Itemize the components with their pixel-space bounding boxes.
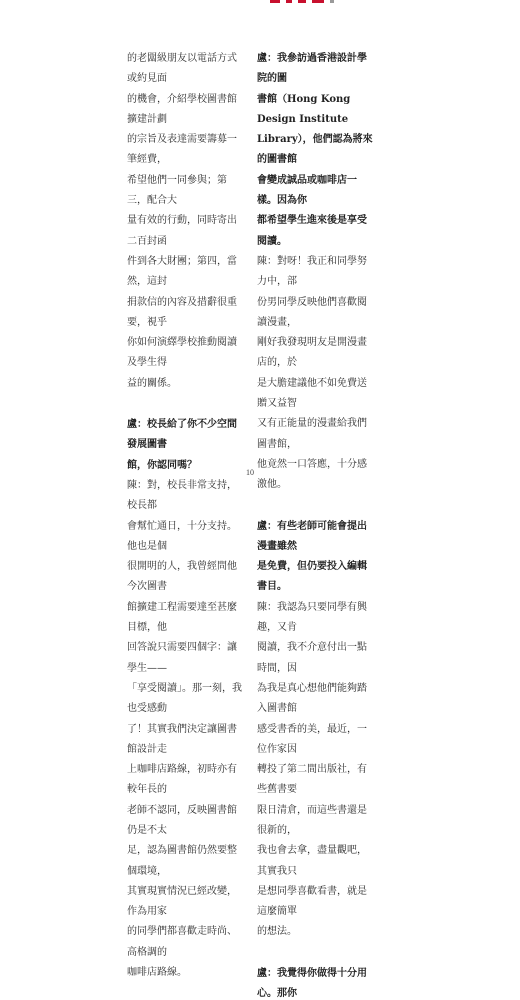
right-text-column: [257, 49, 375, 1000]
paragraph-gap: [257, 943, 375, 964]
interviewer-question: 盧：我參訪過香港設計學院的圖 書館（Hong Kong Design Institute Library），他們認為將來的圖書館 會變成誠品或咖啡店一樣。因為你 都希望學生進來後是享受閱讀。: [257, 53, 373, 247]
interviewer-question: 盧：校長給了你不少空間發展圖書 館，你認同嗎？: [127, 419, 237, 471]
header-accent-bar: [270, 0, 380, 3]
interviewer-question: 盧：有些老師可能會提出漫畫雖然 是免費，但仍要投入編輯書目。: [257, 520, 367, 593]
paragraph-gap: [257, 496, 375, 517]
answer-paragraph: 陳：對呀！我正和同學努力中，部 份男同學反映他們喜歡閱讀漫畫， 剛好我發現明友是開漫畫店的，於 是大膽建議他不如免費送贈又益智 又有正能量的漫畫給我們圖書館， 他竟然一口答應，十分感激他。: [257, 255, 367, 491]
paragraph-gap: [127, 394, 245, 415]
page-number: 10: [246, 468, 254, 477]
answer-paragraph: 陳：我認為只要同學有興趣，又肯 閱讀，我不介意付出一點時間，因 為我是真心想他們能夠踏入圖書館 感受書香的美，最近，一位作家因 轉投了第二間出版社，有些舊書要 限日清倉，而這些書還是很新的， 我也會去拿，盡量觀吧，其實我只 是想同學喜歡看書，就是這麼簡單 的想法。: [257, 601, 367, 938]
answer-paragraph: 陳：對，校長非常支持，校長都 會幫忙通日，十分支持。他也是個 很開明的人，我曾經問他今次圖書 館擴建工程需要達至甚麼目標，他 回答說只需要四個字：讓學生—— 「享受閱讀」。那一刻，我也受感動 了！其實我們決定讓圖書館設計走 上咖啡店路線，初時亦有較年長的 老師不認同，反映圖書館仍是不太 足，認為圖書館仍然要整個環境， 其實現實情況已經改變，作為用家 的同學們都喜歡走時尚、高格調的 咖啡店路線。: [127, 479, 242, 979]
left-text-column: [127, 49, 245, 983]
answer-paragraph: 的老闆級朋友以電話方式或約見面 的機會，介紹學校圖書館擴建計劃 的宗旨及表達需要籌募一筆經費， 希望他們一同參與；第三，配合大 量有效的行動，同時寄出二百封函 件到各大財團；第四，當然，這封 捐款信的內容及措辭很重要，視乎 你如何演繹學校推動閱讀及學生得 益的關係。: [127, 53, 237, 389]
interviewer-question: 盧：我覺得你做得十分用心。那你: [257, 967, 367, 1000]
